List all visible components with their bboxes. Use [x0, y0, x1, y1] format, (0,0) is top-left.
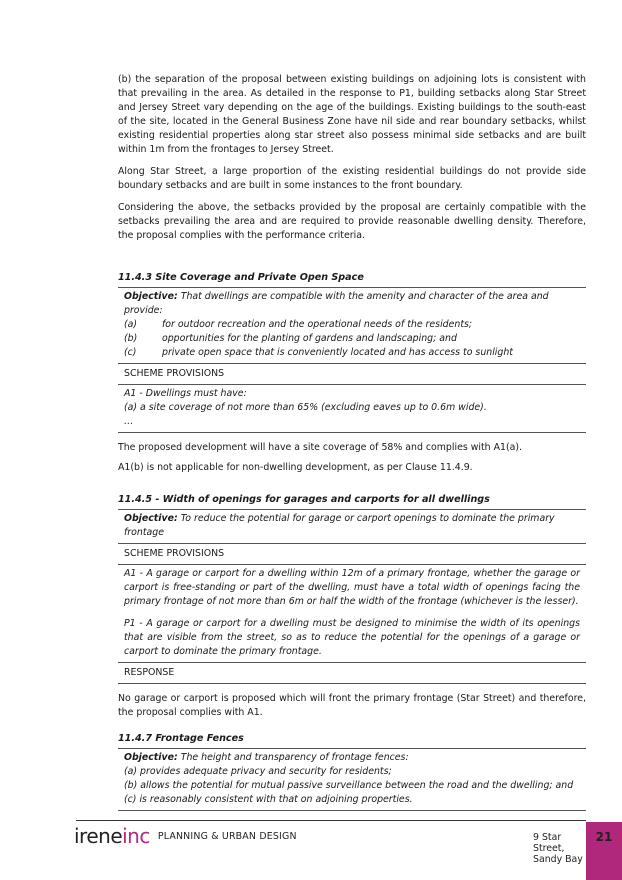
- a1-line: (a) a site coverage of not more than 65% (excluding eaves up to 0.6m wide).: [124, 402, 487, 413]
- objective-label: Objective:: [124, 752, 178, 763]
- objective-line: (c) is reasonably consistent with that on adjoining properties.: [124, 794, 413, 805]
- page-footer: [74, 822, 586, 865]
- scheme-provisions-label: SCHEME PROVISIONS: [118, 544, 586, 565]
- acceptable-solution-box: [118, 385, 586, 433]
- section-heading-11-4-3: 11.4.3 Site Coverage and Private Open Space: [118, 271, 586, 288]
- objective-body: That dwellings are compatible with the amenity and character of the area and provide:: [124, 291, 549, 316]
- site-address: 9 Star Street, Sandy Bay: [533, 832, 583, 865]
- page-number: 21: [595, 830, 613, 844]
- logo-text-inc: inc: [122, 824, 150, 848]
- list-item: [124, 318, 580, 332]
- list-item-label: (a): [124, 319, 138, 330]
- objective-body: To reduce the potential for garage or carport openings to dominate the primary frontage: [124, 513, 555, 538]
- footer-divider: [76, 820, 586, 821]
- a1-line: A1 - Dwellings must have:: [124, 388, 247, 399]
- paragraph: No garage or carport is proposed which will front the primary frontage (Star Street) and therefore, the proposal complies with A1.: [118, 693, 586, 718]
- list-item-text: private open space that is conveniently located and has access to sunlight: [162, 347, 513, 358]
- logo-text-irene: irene: [74, 824, 123, 848]
- objective-line: (a) provides adequate privacy and security for residents;: [124, 766, 392, 777]
- provisions-box: [118, 565, 586, 663]
- a1-text: A1 - A garage or carport for a dwelling within 12m of a primary frontage, whether the garage or carport is free-standing or part of the dwelling, must have a total width of openings facing the primary frontage of not more than 6m or half the width of the frontage (whichever is the lesser).: [124, 568, 580, 607]
- list-item-text: for outdoor recreation and the operational needs of the residents;: [162, 319, 473, 330]
- ellipsis: …: [124, 416, 134, 427]
- paragraph: Along Star Street, a large proportion of the existing residential buildings do not provide side boundary setbacks and are built in some instances to the front boundary.: [118, 166, 586, 191]
- objective-body: The height and transparency of frontage fences:: [180, 752, 409, 763]
- objective-box: [118, 749, 586, 811]
- objective-box: [118, 288, 586, 364]
- company-tagline: PLANNING & URBAN DESIGN: [157, 830, 297, 842]
- p1-text: P1 - A garage or carport for a dwelling must be designed to minimise the width of its openings that are visible from the street, so as to reduce the potential for the openings of a garage or carport to dominate the primary frontage.: [124, 618, 580, 657]
- paragraph: The proposed development will have a site coverage of 58% and complies with A1(a).: [118, 442, 522, 453]
- section-heading-11-4-5: 11.4.5 - Width of openings for garages and carports for all dwellings: [118, 493, 586, 510]
- list-item-label: (c): [124, 347, 137, 358]
- response-label: RESPONSE: [118, 663, 586, 684]
- paragraph: Considering the above, the setbacks provided by the proposal are certainly compatible with the setbacks prevailing the area and are required to provide reasonable dwelling density. Therefore, the proposal complies with the performance criteria.: [118, 202, 586, 241]
- company-logo: [74, 824, 150, 848]
- objective-text: [124, 751, 580, 765]
- list-item-text: opportunities for the planting of gardens and landscaping; and: [162, 333, 457, 344]
- paragraph: (b) the separation of the proposal between existing buildings on adjoining lots is consistent with that prevailing in the area. As detailed in the response to P1, building setbacks along Star Street and Jersey Street vary depending on the age of the buildings. Existing buildings to the south-east of the site, located in the General Business Zone have nil side and rear boundary setbacks, whilst existing residential properties along star street also possess minimal side setbacks and are built within 1m from the frontages to Jersey Street.: [118, 74, 586, 155]
- section-heading-11-4-7: 11.4.7 Frontage Fences: [118, 732, 586, 749]
- document-body: [118, 73, 586, 811]
- objective-box: [118, 510, 586, 544]
- list-item-label: (b): [124, 333, 138, 344]
- list-item: [124, 346, 580, 360]
- spacer: [124, 609, 580, 617]
- objective-line: (b) allows the potential for mutual passive surveillance between the road and the dwelling; and: [124, 780, 574, 791]
- objective-text: [124, 290, 580, 318]
- objective-label: Objective:: [124, 513, 178, 524]
- list-item: [124, 332, 580, 346]
- objective-label: Objective:: [124, 291, 178, 302]
- scheme-provisions-label: SCHEME PROVISIONS: [118, 364, 586, 385]
- paragraph: A1(b) is not applicable for non-dwelling development, as per Clause 11.4.9.: [118, 462, 473, 473]
